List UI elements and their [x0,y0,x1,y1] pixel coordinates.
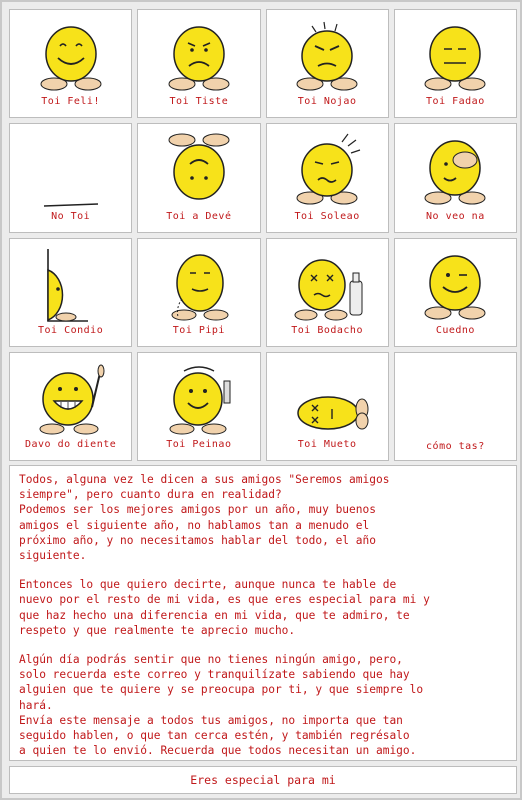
message-line: alguien que te quiere y se preocupa por ti, y que siempre lo [19,683,424,697]
tile-davo-do-diente [9,352,132,461]
message-line: próximo año, y no necesitamos hablar del todo, el año [19,533,376,547]
message-line: Todos, alguna vez le dicen a sus amigos "Seremos amigos [19,473,390,486]
tile-caption: Toi Condio [38,324,104,336]
message-line: siguiente. [19,549,87,563]
tile-toi-fadao [394,9,517,118]
tile-cuedno [394,238,517,347]
smiley-toothbrush-icon [26,359,116,439]
tile-toi-mueto [266,352,389,461]
smiley-sad-icon [154,16,244,96]
smiley-peeing-icon [154,245,244,325]
message-body [9,465,517,761]
tile-caption: Davo do diente [24,439,117,450]
message-line: a quien te lo envió. Recuerda que todos necesitan un amigo. [19,744,417,758]
message-line: solo recuerda este correo y tranquilízate sabiendo que hay [19,668,410,682]
smiley-covering-eyes-icon [410,130,500,210]
message-line: seguido hablen, o que tan cerca estén, y también regrésalo [19,729,410,743]
tile-toi-tiste [137,9,260,118]
smiley-combing-icon [154,359,244,439]
tile-caption: Toi Mueto [297,439,357,450]
message-line: nuevo por el resto de mi vida, es que eres especial para mi y [19,593,430,607]
smiley-tired-icon [410,16,500,96]
tile-caption: Cuedno [435,324,475,336]
tile-toi-pipi [137,238,260,347]
emoticon-grid [9,9,517,461]
smiley-happy-icon [26,16,116,96]
tile-como-tas [394,352,517,461]
tile-caption: Toi Peinao [166,439,232,450]
smiley-upside-down-icon [154,130,244,210]
tile-toi-peinao [137,352,260,461]
smiley-hiding-icon [26,245,116,325]
tile-caption: Toi Pipi [172,324,225,336]
tile-toi-bodacho [266,238,389,347]
tile-no-veo-na [394,123,517,232]
smiley-sunburnt-icon [282,130,372,210]
tile-caption: Toi Bodacho [291,324,363,336]
tile-toi-condio [9,238,132,347]
tile-caption: Toi Feli! [41,96,100,108]
tile-caption: Toi Nojao [297,96,357,108]
message-line: que haz hecho una diferencia en mi vida, que te admiro, te [19,608,410,622]
tile-caption: Toi a Devé [166,210,232,222]
tile-no-toi [9,123,132,232]
message-line: hará. [19,698,53,712]
tile-caption: Toi Tiste [169,96,229,108]
tile-caption: Toi Fadao [426,96,485,108]
message-line: Envía este mensaje a todos tus amigos, no importa que tan [19,713,403,727]
message-line: amigos el siguiente año, no hablamos tan a menudo el [19,518,370,532]
message-line: siempre", pero cuanto dura en realidad? [19,488,282,502]
footer-banner [9,766,517,794]
footer-text: Eres especial para mi [190,773,336,787]
tile-caption: No Toi [51,210,91,222]
message-line: Podemos ser los mejores amigos por un año, muy buenos [19,503,376,517]
smiley-angry-icon [282,16,372,96]
message-line: Algún día podrás sentir que no tienes ningún amigo, pero, [19,653,403,667]
tile-caption: cómo tas? [426,441,485,452]
empty-floor-icon [26,130,116,210]
tile-caption: Toi Soleao [294,210,360,222]
message-line: Entonces lo que quiero decirte, aunque nunca te hable de [19,578,397,592]
tile-toi-nojao [266,9,389,118]
message-line: respeto y que realmente te aprecio mucho. [19,623,296,637]
tile-toi-a-deve [137,123,260,232]
tile-caption: No veo na [426,210,485,222]
smiley-drunk-icon [282,245,372,325]
smiley-winking-icon [410,245,500,325]
tile-toi-soleao [266,123,389,232]
tile-toi-feli [9,9,132,118]
smiley-lying-dead-icon [282,359,372,439]
